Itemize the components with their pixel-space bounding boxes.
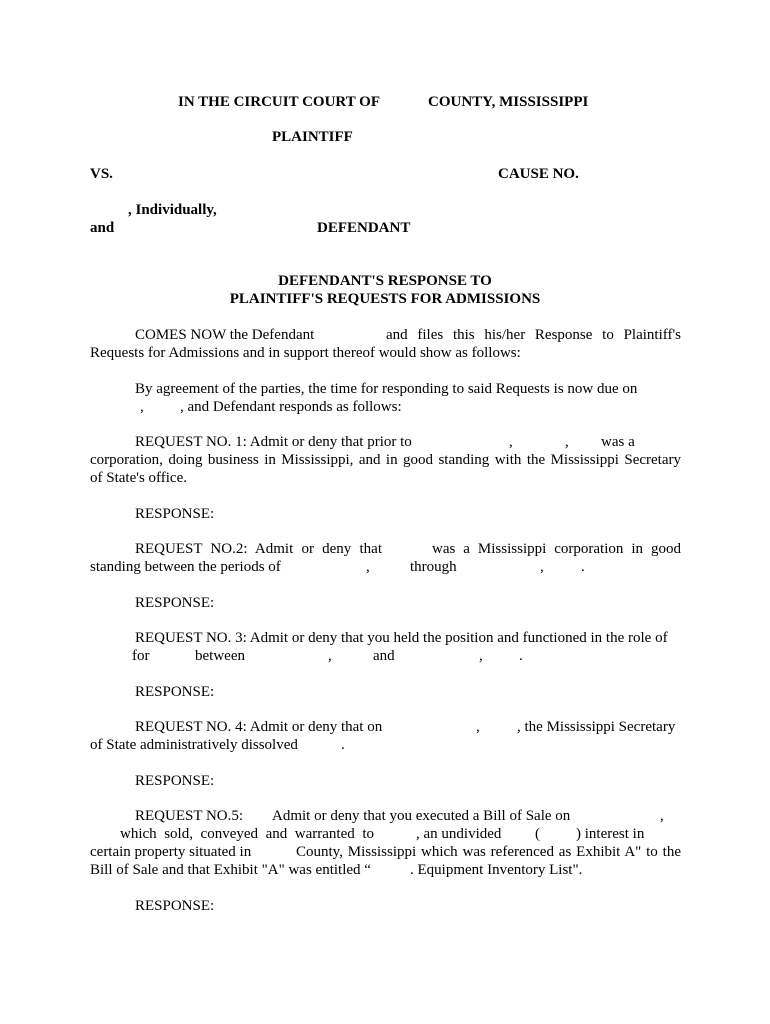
request-text: , xyxy=(565,434,569,450)
plaintiff-label: PLAINTIFF xyxy=(272,129,353,145)
request-text: , xyxy=(366,559,370,575)
individually-label: , Individually, xyxy=(128,202,217,218)
request-text: . xyxy=(581,559,585,575)
request-text: was a xyxy=(601,434,635,450)
request-text: , the Mississippi Secretary xyxy=(517,719,676,735)
intro-text: , and Defendant responds as follows: xyxy=(180,399,402,415)
request-text: ) interest in xyxy=(576,826,645,842)
request-text: for xyxy=(132,648,150,664)
request-text: REQUEST NO.5: xyxy=(135,808,244,824)
request-text: Admit or deny that you executed a Bill of Sale on xyxy=(272,808,571,824)
request-text: REQUEST NO. 3: Admit or deny that you held the position and functioned in the role of xyxy=(135,630,668,646)
request-text: of State's office. xyxy=(90,470,187,486)
response-label: RESPONSE: xyxy=(135,898,215,914)
request-text: was a Mississippi corporation in good xyxy=(432,541,681,557)
response-label: RESPONSE: xyxy=(135,684,215,700)
defendant-label: DEFENDANT xyxy=(317,220,411,236)
response-label: RESPONSE: xyxy=(135,595,215,611)
document-title-line2: PLAINTIFF'S REQUESTS FOR ADMISSIONS xyxy=(229,291,541,307)
request-text: County, Mississippi which was referenced as Exhibit A" to the xyxy=(296,844,681,860)
and-label: and xyxy=(90,220,115,236)
request-text: , xyxy=(479,648,483,664)
request-text: , xyxy=(660,808,664,824)
request-text: through xyxy=(410,559,457,575)
request-text: and xyxy=(373,648,395,664)
request-text: which sold, conveyed and warranted to xyxy=(120,826,374,842)
intro-text: and files this his/her Response to Plaintiff's xyxy=(386,327,681,343)
request-text: REQUEST NO. 4: Admit or deny that on xyxy=(135,719,383,735)
request-text: , xyxy=(509,434,513,450)
request-text: REQUEST NO. 1: Admit or deny that prior to xyxy=(135,434,412,450)
request-text: REQUEST NO.2: Admit or deny that xyxy=(135,541,382,557)
request-text: , xyxy=(540,559,544,575)
request-text: . xyxy=(519,648,523,664)
intro-text: By agreement of the parties, the time for responding to said Requests is now due on xyxy=(135,381,638,397)
document-title-line1: DEFENDANT'S RESPONSE TO xyxy=(278,273,492,289)
request-text: ( xyxy=(535,826,540,842)
request-text: between xyxy=(195,648,245,664)
response-label: RESPONSE: xyxy=(135,773,215,789)
court-name-left: IN THE CIRCUIT COURT OF xyxy=(178,94,381,110)
request-text: Bill of Sale and that Exhibit "A" was entitled “ xyxy=(90,862,371,878)
cause-number-label: CAUSE NO. xyxy=(498,166,579,182)
intro-text: Requests for Admissions and in support thereof would show as follows: xyxy=(90,345,521,361)
request-text: , xyxy=(476,719,480,735)
request-text: certain property situated in xyxy=(90,844,252,860)
request-text: standing between the periods of xyxy=(90,559,281,575)
intro-text: , xyxy=(140,399,144,415)
request-text: of State administratively dissolved xyxy=(90,737,298,753)
court-name-right: COUNTY, MISSISSIPPI xyxy=(428,94,589,110)
request-text: , an undivided xyxy=(416,826,502,842)
intro-text: COMES NOW the Defendant xyxy=(135,327,315,343)
request-text: . xyxy=(341,737,345,753)
request-text: corporation, doing business in Mississippi, and in good standing with the Mississippi Secretary xyxy=(90,452,681,468)
request-text: , xyxy=(328,648,332,664)
vs-label: VS. xyxy=(90,166,113,182)
request-text: . Equipment Inventory List". xyxy=(410,862,583,878)
response-label: RESPONSE: xyxy=(135,506,215,522)
